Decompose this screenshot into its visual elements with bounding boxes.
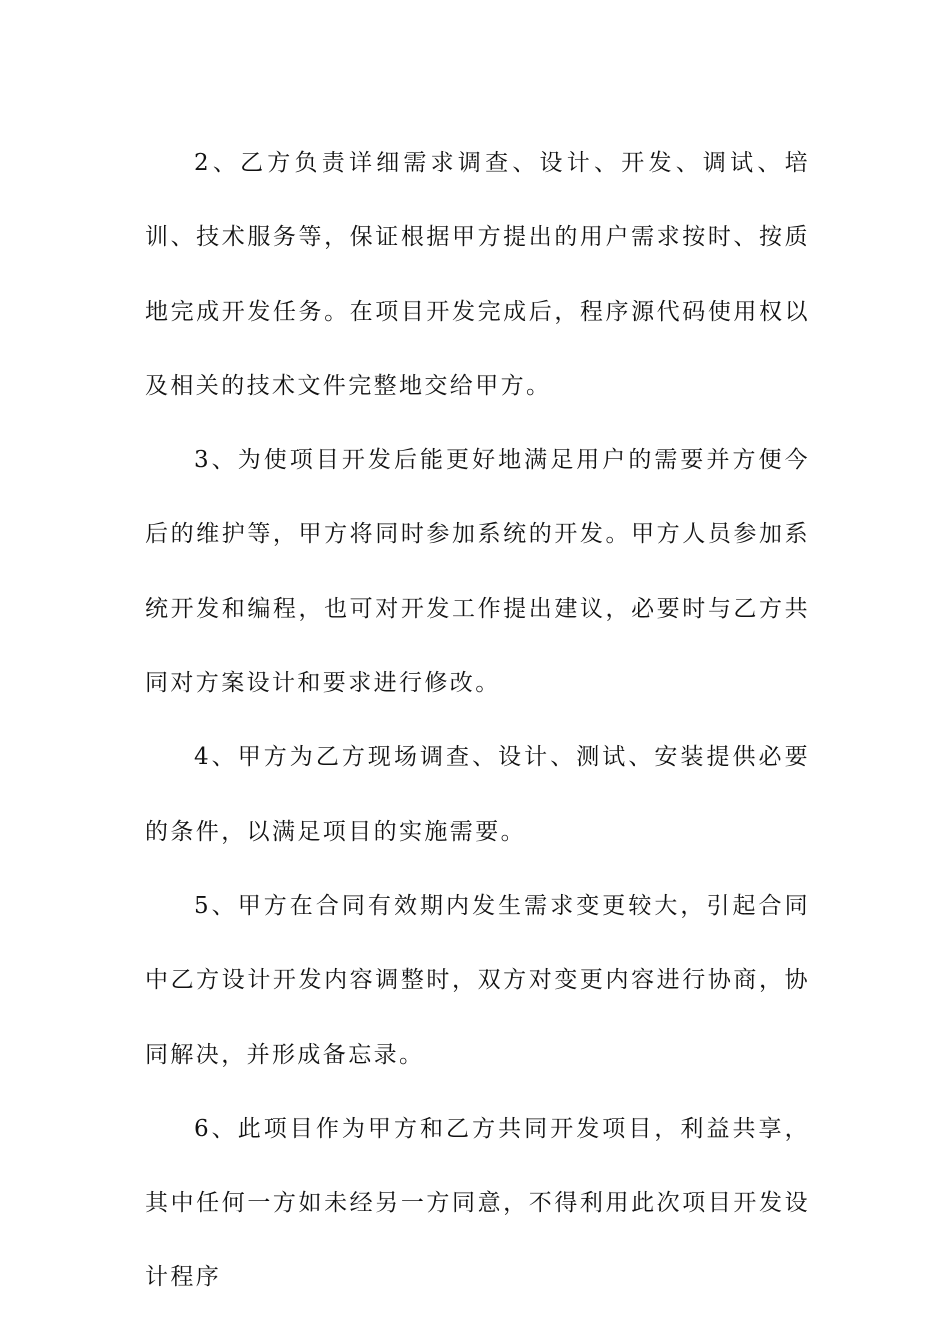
paragraph-clause-3: 3、为使项目开发后能更好地满足用户的需要并方便今后的维护等，甲方将同时参加系统的开发。甲方人员参加系统开发和编程，也可对开发工作提出建议，必要时与乙方共同对方案设计和要求进行修改。 xyxy=(145,447,810,697)
paragraph-clause-6: 6、此项目作为甲方和乙方共同开发项目，利益共享，其中任何一方如未经另一方同意，不得利用此次项目开发设计程序 xyxy=(145,1115,810,1291)
paragraph-clause-5: 5、甲方在合同有效期内发生需求变更较大，引起合同中乙方设计开发内容调整时，双方对变更内容进行协商，协同解决，并形成备忘录。 xyxy=(145,892,810,1068)
paragraph-clause-2: 2、乙方负责详细需求调查、设计、开发、调试、培训、技术服务等，保证根据甲方提出的用户需求按时、按质地完成开发任务。在项目开发完成后，程序源代码使用权以及相关的技术文件完整地交给甲方。 xyxy=(145,150,810,399)
document-body xyxy=(145,126,810,1315)
paragraph-clause-4: 4、甲方为乙方现场调查、设计、测试、安装提供必要的条件，以满足项目的实施需要。 xyxy=(145,744,810,845)
